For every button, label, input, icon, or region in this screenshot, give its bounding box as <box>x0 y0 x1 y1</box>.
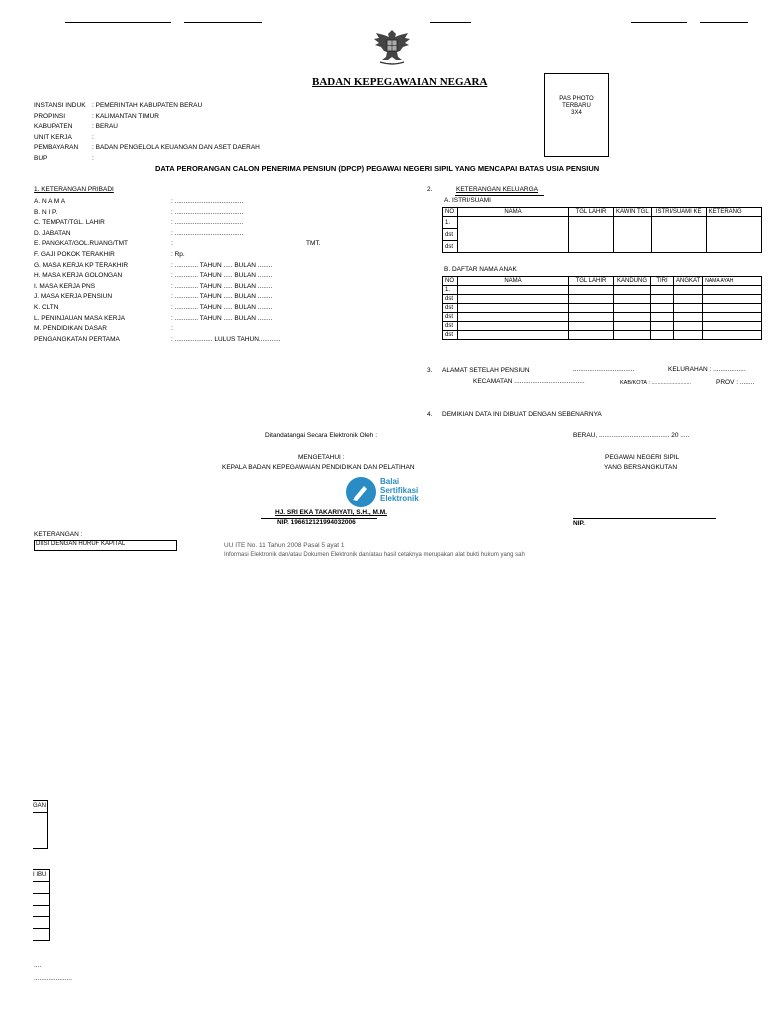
row-label: L. PENINJAUAN MASA KERJA <box>34 314 126 322</box>
table-cell[interactable] <box>614 217 652 253</box>
row-value: : ............. TAHUN ..... BULAN ........ <box>171 272 273 280</box>
col-header: NAMA AYAH <box>703 277 762 286</box>
bsre-line: Balai <box>380 477 400 486</box>
pns-line1: PEGAWAI NEGERI SIPIL <box>605 454 680 461</box>
row-label: J. MASA KERJA PENSIUN <box>34 293 113 301</box>
row-label: H. MASA KERJA GOLONGAN <box>34 272 123 280</box>
instansi-label: KABUPATEN <box>34 123 73 130</box>
table-row <box>443 217 762 229</box>
table-cell[interactable] <box>458 295 569 304</box>
instansi-row <box>34 133 260 144</box>
section1-title <box>34 186 114 193</box>
photo-box-line: 3X4 <box>571 110 582 116</box>
spouse-table <box>442 207 762 253</box>
table-cell[interactable] <box>703 295 762 304</box>
table-cell[interactable] <box>614 331 651 340</box>
instansi-value: : BERAU <box>92 123 119 130</box>
table-cell[interactable] <box>614 295 651 304</box>
instansi-row <box>34 122 260 133</box>
children-table <box>442 276 762 340</box>
row-number: dst <box>443 295 458 304</box>
row-value: : <box>171 240 173 248</box>
row-number: dst <box>443 313 458 322</box>
table-row <box>443 286 762 295</box>
top-line <box>631 22 687 23</box>
berau-date: BERAU, ....................................... 20 ..... <box>573 432 690 439</box>
top-line <box>430 22 471 23</box>
info-text: Informasi Elektronik dan/atau Dokumen Elektronik dan/atau hasil cetaknya merupakan alat bukti hukum yang sah <box>224 552 525 558</box>
table-cell[interactable] <box>458 304 569 313</box>
pns-nip: NIP. <box>573 520 585 527</box>
row-number: dst <box>443 229 458 241</box>
row-label: K. CLTN <box>34 303 59 311</box>
pns-line2: YANG BERSANGKUTAN <box>604 464 678 471</box>
row-label: D. JABATAN <box>34 229 71 237</box>
table-cell[interactable] <box>703 313 762 322</box>
section1-row <box>34 218 320 229</box>
table-cell[interactable] <box>569 304 614 313</box>
table-cell[interactable] <box>703 304 762 313</box>
section2-underline <box>455 195 544 196</box>
col-header: TGL LAHIR <box>569 208 614 217</box>
section1-row <box>34 324 320 335</box>
bsre-text <box>380 478 419 504</box>
section1-row <box>34 261 320 272</box>
table-cell[interactable] <box>651 304 674 313</box>
table-cell[interactable] <box>569 322 614 331</box>
section4-label: DEMIKIAN DATA INI DIBUAT DENGAN SEBENARNYA <box>442 411 602 418</box>
signer-nip: NIP. 196612121994032006 <box>277 519 356 526</box>
instansi-row <box>34 143 260 154</box>
section3-label: ALAMAT SETELAH PENSIUN <box>442 367 530 374</box>
row-value: : <box>171 325 173 333</box>
table-cell[interactable] <box>706 217 761 253</box>
table-row <box>443 322 762 331</box>
kepala-text: KEPALA BADAN KEPEGAWAIAN PENDIDIKAN DAN PELATIHAN <box>222 464 415 471</box>
col-header: NO <box>443 208 458 217</box>
col-header: ISTRI/SUAMI KE <box>651 208 706 217</box>
fragment-gan: GAN <box>33 803 47 809</box>
col-header: KETERANG <box>706 208 761 217</box>
col-header: NAMA <box>458 208 569 217</box>
section1-row <box>34 208 320 219</box>
table-cell[interactable] <box>674 331 703 340</box>
signer-name: HJ. SRI EKA TAKARIYATI, S.H., M.M. <box>275 509 387 516</box>
row-label: F. GAJI POKOK TERAKHIR <box>34 250 115 258</box>
row-number: dst <box>443 322 458 331</box>
table-cell[interactable] <box>458 322 569 331</box>
fragment-line <box>33 905 49 906</box>
row-number: dst <box>443 331 458 340</box>
row-label: A. N A M A <box>34 198 66 205</box>
section1-row <box>34 197 320 208</box>
mengetahui-text: MENGETAHUI : <box>298 454 345 461</box>
table-cell[interactable] <box>614 322 651 331</box>
section1-row <box>34 292 320 303</box>
table-cell[interactable] <box>651 322 674 331</box>
row-number: dst <box>443 241 458 253</box>
section2-sub-a: A. ISTRI/SUAMI <box>444 197 491 204</box>
row-label: M. PENDIDIKAN DASAR <box>34 325 107 333</box>
table-cell[interactable] <box>614 313 651 322</box>
row-number: dst <box>443 304 458 313</box>
photo-box-line: TERBARU <box>562 103 591 109</box>
col-header: TIRI <box>651 277 674 286</box>
row-value: : ...................................... <box>171 208 244 216</box>
bsre-line: Elektronik <box>380 494 419 503</box>
table-cell[interactable] <box>674 313 703 322</box>
col-header: ANGKAT <box>674 277 703 286</box>
section2-title: KETERANGAN KELUARGA <box>456 186 538 193</box>
keterangan-label: KETERANGAN : <box>34 531 83 538</box>
instansi-row <box>34 101 260 112</box>
section1-title-text: 1. KETERANGAN PRIBADI <box>34 186 114 193</box>
section1-row <box>34 282 320 293</box>
row-label: I. MASA KERJA PNS <box>34 282 96 290</box>
prov-field: PROV : ........ <box>716 379 755 386</box>
section2-sub-b: B. DAFTAR NAMA ANAK <box>444 266 517 273</box>
fragment-line <box>33 916 49 917</box>
col-header: KAWIN TGL <box>614 208 652 217</box>
table-header-row <box>443 208 762 217</box>
fragment-line <box>33 928 49 929</box>
fragment-line <box>33 812 47 813</box>
table-header-row <box>443 277 762 286</box>
table-cell[interactable] <box>458 331 569 340</box>
table-row <box>443 304 762 313</box>
instansi-label: UNIT KERJA <box>34 133 72 141</box>
kecamatan-field: KECAMATAN ....................................... <box>473 378 585 385</box>
table-cell[interactable] <box>674 322 703 331</box>
table-cell[interactable] <box>458 217 569 253</box>
table-cell[interactable] <box>651 295 674 304</box>
fragment-line <box>33 893 49 894</box>
ditandatangani-text: Ditandatangai Secara Elektronik Oleh : <box>265 432 378 439</box>
row-label: PENGANGKATAN PERTAMA <box>34 335 120 343</box>
row-label: E. PANGKAT/GOL.RUANG/TMT <box>34 240 129 248</box>
top-line <box>184 22 262 23</box>
table-cell[interactable] <box>651 331 674 340</box>
table-cell[interactable] <box>569 331 614 340</box>
fragment-dots: ..................... <box>34 975 72 982</box>
row-value: : ............. TAHUN ..... BULAN ........ <box>171 303 273 311</box>
fragment-ibu: I IBU <box>33 872 47 878</box>
section1-row <box>34 239 320 250</box>
bsre-logo <box>344 476 434 508</box>
instansi-label: PEMBAYARAN <box>34 144 79 151</box>
table-cell[interactable] <box>674 304 703 313</box>
table-cell[interactable] <box>458 286 569 295</box>
row-value: : ............. TAHUN ..... BULAN ........ <box>171 293 273 301</box>
section1-row <box>34 229 320 240</box>
row-label: G. MASA KERJA KP TERAKHIR <box>34 261 129 269</box>
table-cell[interactable] <box>651 217 706 253</box>
table-cell[interactable] <box>569 286 614 295</box>
fragment-dots: .... <box>34 962 42 969</box>
section1-row <box>34 303 320 314</box>
table-cell[interactable] <box>614 286 651 295</box>
main-heading: DATA PERORANGAN CALON PENERIMA PENSIUN (DPCP) PEGAWAI NEGERI SIPIL YANG MENCAPAI BATAS USIA PENSIUN <box>155 164 600 173</box>
table-cell[interactable] <box>703 322 762 331</box>
instansi-label: BUP <box>34 154 48 162</box>
instansi-value: : <box>92 154 94 162</box>
diisi-box <box>34 540 177 551</box>
instansi-value: : KALIMANTAN TIMUR <box>92 112 159 120</box>
kelurahan-field: KELURAHAN : .................. <box>668 366 746 373</box>
table-cell[interactable] <box>703 286 762 295</box>
table-row <box>443 313 762 322</box>
fragment-box <box>33 800 48 849</box>
page-title: BADAN KEPEGAWAIAN NEGARA <box>312 76 488 88</box>
instansi-value: : BADAN PENGELOLA KEUANGAN DAN ASET DAERAH <box>92 144 260 151</box>
section4-number: 4. <box>427 411 433 418</box>
table-cell[interactable] <box>674 286 703 295</box>
row-value: : ...................................... <box>171 219 244 227</box>
section1-row <box>34 314 320 325</box>
bsre-line: Sertifikasi <box>380 485 419 495</box>
uu-ite-text: UU ITE No. 11 Tahun 2008 Pasal 5 ayat 1 <box>224 542 345 549</box>
diisi-text: DIISI DENGAN HURUF KAPITAL <box>36 541 126 547</box>
row-value: : Rp. <box>171 250 185 258</box>
instansi-row <box>34 112 260 123</box>
table-cell[interactable] <box>651 313 674 322</box>
col-header: KANDUNG <box>614 277 651 286</box>
photo-box-line: PAS PHOTO <box>559 96 594 102</box>
section1-row <box>34 271 320 282</box>
instansi-value: : PEMERINTAH KABUPATEN BERAU <box>92 102 203 109</box>
row-value: : ...................................... <box>171 229 244 237</box>
kabkota-field: KAB/KOTA : .......................... <box>620 380 692 386</box>
top-line <box>65 22 171 23</box>
bsre-logo-icon <box>344 476 378 508</box>
row-value: : ..................... LULUS TAHUN............ <box>171 335 281 343</box>
instansi-block <box>34 101 260 164</box>
fragment-box <box>33 869 50 941</box>
table-row <box>443 331 762 340</box>
photo-box <box>544 73 609 157</box>
table-cell[interactable] <box>614 304 651 313</box>
pns-signature-line <box>573 518 716 519</box>
section3-dots: .................................. <box>573 366 635 373</box>
tmt-label: TMT. <box>306 240 321 248</box>
table-cell[interactable] <box>569 217 614 253</box>
row-label: C. TEMPAT/TGL. LAHIR <box>34 219 105 227</box>
garuda-emblem-icon <box>370 27 414 67</box>
section2-number: 2. <box>427 186 433 193</box>
table-cell[interactable] <box>569 295 614 304</box>
table-cell[interactable] <box>651 286 674 295</box>
col-header: NO <box>443 277 458 286</box>
row-value: : ............. TAHUN ..... BULAN ........ <box>171 314 273 322</box>
row-value: : ............. TAHUN ..... BULAN ........ <box>171 282 273 290</box>
section3-number: 3. <box>427 367 433 374</box>
table-row <box>443 295 762 304</box>
section1-row <box>34 250 320 261</box>
instansi-label: INSTANSI INDUK <box>34 102 86 109</box>
col-header: TGL LAHIR <box>569 277 614 286</box>
row-number: 1. <box>443 217 458 229</box>
section1-row <box>34 335 320 346</box>
col-header: NAMA <box>458 277 569 286</box>
section1-rows <box>34 197 320 345</box>
instansi-label: PROPINSI <box>34 112 66 120</box>
table-cell[interactable] <box>703 331 762 340</box>
table-cell[interactable] <box>674 295 703 304</box>
row-number: 1. <box>443 286 458 295</box>
top-line <box>700 22 748 23</box>
row-value: : ...................................... <box>171 198 244 205</box>
row-label: B. N I P. <box>34 208 58 216</box>
table-cell[interactable] <box>569 313 614 322</box>
table-cell[interactable] <box>458 313 569 322</box>
signer-line <box>261 518 377 519</box>
row-value: : ............. TAHUN ..... BULAN ........ <box>171 261 273 269</box>
fragment-line <box>33 881 49 882</box>
instansi-row <box>34 154 260 165</box>
instansi-value: : <box>92 133 94 141</box>
